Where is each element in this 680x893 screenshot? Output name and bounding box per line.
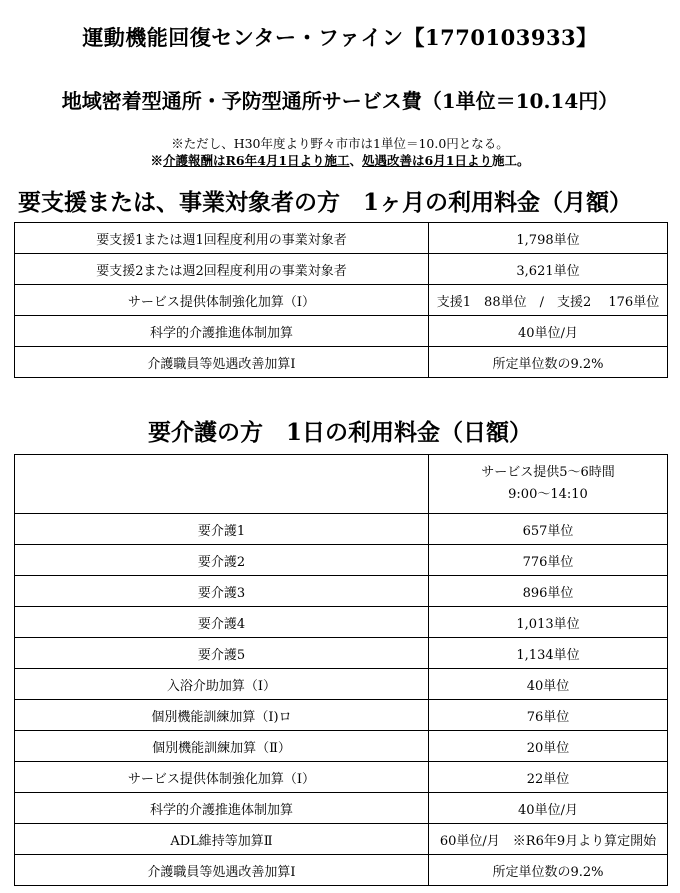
row-label: 科学的介護推進体制加算 [15,316,429,347]
header-service-time: 9:00～14:10 [508,487,588,502]
table-row [15,254,668,285]
row-value: 40単位/月 [429,793,668,824]
row-value: 20単位 [429,731,668,762]
table-header-row [15,455,668,514]
section2-heading: 要介護の方 1日の利用料金（日額） [147,419,532,446]
note-suffix: 施工。 [491,153,530,168]
table-row [15,700,668,731]
table-row [15,855,668,886]
section1-heading: 要支援または、事業対象者の方 1ヶ月の利用料金（月額） [18,189,633,216]
table-row [15,347,668,378]
row-value: 40単位/月 [429,316,668,347]
row-value: 1,013単位 [429,607,668,638]
row-label: 要介護4 [15,607,429,638]
header-service-duration: サービス提供5～6時間 [481,465,615,480]
row-value: 657単位 [429,514,668,545]
note-effective-dates [0,151,680,169]
page-subtitle: 地域密着型通所・予防型通所サービス費（1単位＝10.14円） [61,89,619,113]
page-title: 運動機能回復センター・ファイン【1770103933】 [82,25,598,50]
table-row [15,793,668,824]
row-label: 要支援2または週2回程度利用の事業対象者 [15,254,429,285]
table-row [15,316,668,347]
table-row [15,824,668,855]
note-part1: 介護報酬はR6年4月1日より施工 [163,153,350,168]
note-part2: 処遇改善は6月1日より [362,153,492,168]
row-value: 76単位 [429,700,668,731]
header-service-cell [429,455,668,514]
table-row [15,514,668,545]
row-label: サービス提供体制強化加算（Ⅰ） [15,285,429,316]
row-value: 896単位 [429,576,668,607]
monthly-fee-table [14,222,668,378]
note-rate: ※ただし、H30年度より野々市市は1単位＝10.0円となる。 [171,136,509,151]
row-label: 介護職員等処遇改善加算Ⅰ [15,855,429,886]
daily-fee-table [14,454,668,886]
table-row [15,638,668,669]
row-value: 所定単位数の9.2% [429,347,668,378]
row-label: 介護職員等処遇改善加算Ⅰ [15,347,429,378]
row-value: 3,621単位 [429,254,668,285]
row-label: 要介護1 [15,514,429,545]
row-label: 個別機能訓練加算（Ⅱ） [15,731,429,762]
row-label: 要支援1または週1回程度利用の事業対象者 [15,223,429,254]
row-label: 要介護3 [15,576,429,607]
table-row [15,731,668,762]
row-label: 要介護2 [15,545,429,576]
table-row [15,576,668,607]
row-label: 入浴介助加算（Ⅰ） [15,669,429,700]
table-row [15,607,668,638]
row-label: ADL維持等加算Ⅱ [15,824,429,855]
row-label: 個別機能訓練加算（Ⅰ)ロ [15,700,429,731]
row-label: 科学的介護推進体制加算 [15,793,429,824]
row-value: 所定単位数の9.2% [429,855,668,886]
row-value: 1,798単位 [429,223,668,254]
table-row [15,285,668,316]
row-value: 1,134単位 [429,638,668,669]
row-value: 776単位 [429,545,668,576]
header-label-cell [15,455,429,514]
table-row [15,545,668,576]
table-row [15,669,668,700]
note-separator: 、 [349,153,363,168]
row-value: 40単位 [429,669,668,700]
row-label: 要介護5 [15,638,429,669]
row-label: サービス提供体制強化加算（Ⅰ） [15,762,429,793]
row-value: 60単位/月 ※R6年9月より算定開始 [429,824,668,855]
table-row [15,223,668,254]
table-row [15,762,668,793]
note-prefix: ※ [150,153,164,168]
row-value: 22単位 [429,762,668,793]
row-value: 支援1 88単位 / 支援2 176単位 [429,285,668,316]
